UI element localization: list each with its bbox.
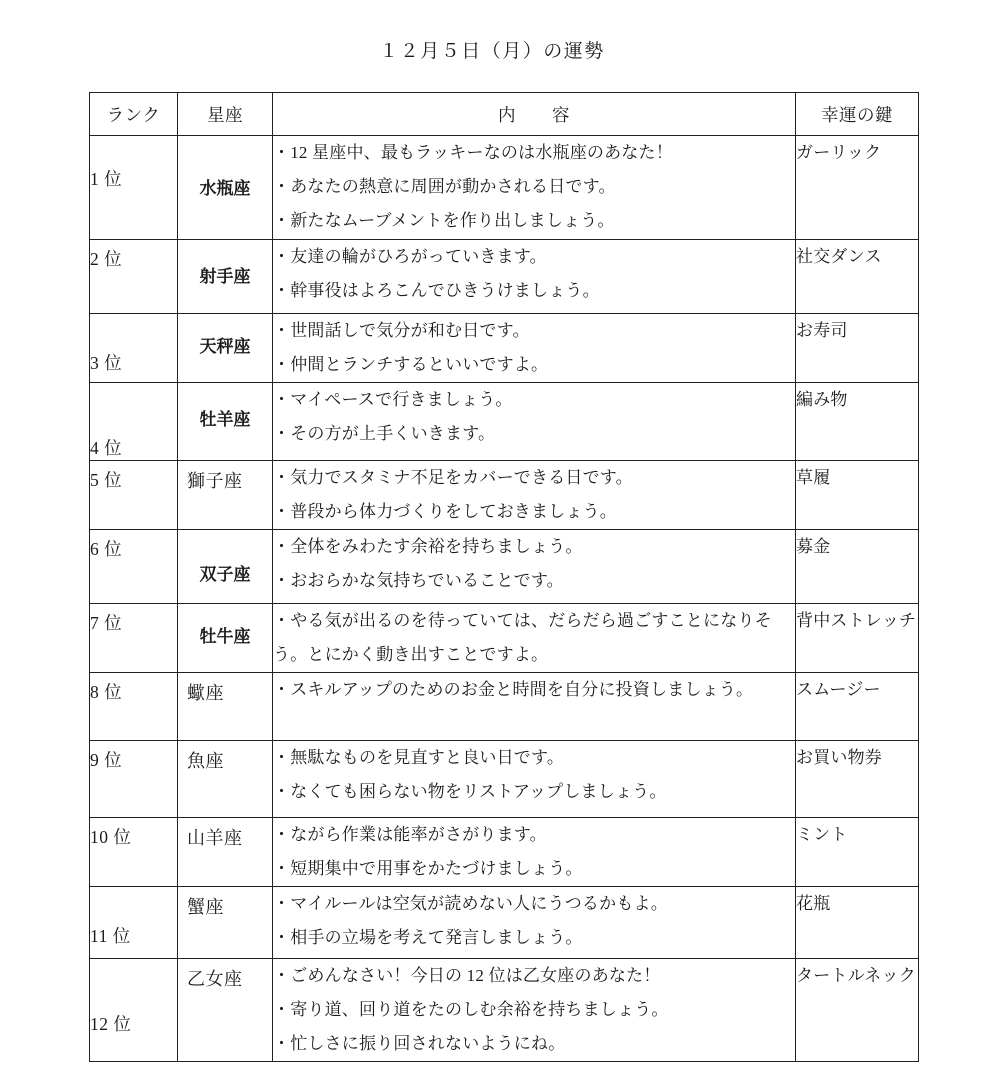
lucky-key-cell: 草履 [796,461,919,530]
lucky-key-cell: 社交ダンス [796,240,919,314]
lucky-key-cell: 編み物 [796,383,919,461]
rank-label: 6 位 [90,539,123,559]
zodiac-sign-cell [178,604,273,673]
lucky-key-cell: ミント [796,818,919,887]
zodiac-sign-label: 射手座 [199,267,251,287]
zodiac-sign-cell [178,818,273,887]
rank-cell [90,741,178,818]
table-row [90,136,919,240]
content-cell [273,887,796,959]
zodiac-sign-cell [178,314,273,383]
content-line: ・やる気が出るのを待っていては、だらだら過ごすことになりそう。とにかく動き出すことですよ。 [273,611,772,664]
lucky-key-cell: 背中ストレッチ [796,604,919,673]
rank-label: 11 位 [90,926,131,946]
content-line: ・幹事役はよろこんでひきうけましょう。 [273,281,600,300]
rank-cell [90,887,178,959]
table-row [90,240,919,314]
column-header-lucky-key: 幸運の鍵 [796,93,919,136]
content-line: ・新たなムーブメントを作り出しましょう。 [273,211,615,230]
zodiac-sign-cell [178,383,273,461]
lucky-key-cell: 花瓶 [796,887,919,959]
content-cell [273,314,796,383]
zodiac-sign-cell [178,959,273,1062]
zodiac-sign-label: 魚座 [187,751,224,771]
zodiac-sign-cell [178,530,273,604]
content-line: ・友達の輪がひろがっていきます。 [273,247,547,266]
lucky-key-cell: お寿司 [796,314,919,383]
content-line: ・マイルールは空気が読めない人にうつるかもよ。 [273,894,668,913]
rank-cell [90,136,178,240]
page-title: １２月５日（月）の運勢 [379,41,605,62]
content-cell [273,741,796,818]
table-row [90,604,919,673]
content-cell [273,673,796,741]
lucky-key-cell: タートルネック [796,959,919,1062]
lucky-key-cell: ガーリック [796,136,919,240]
rank-label: 12 位 [90,1014,132,1034]
content-line: ・全体をみわたす余裕を持ちましょう。 [273,537,583,556]
rank-cell [90,604,178,673]
rank-cell [90,530,178,604]
zodiac-sign-label: 牡羊座 [199,410,251,430]
table-body [90,136,919,1062]
content-cell [273,818,796,887]
zodiac-sign-cell [178,741,273,818]
content-cell [273,240,796,314]
content-line: ・おおらかな気持ちでいることです。 [273,571,564,590]
content-line: ・普段から体力づくりをしておきましょう。 [273,502,617,521]
zodiac-sign-label: 乙女座 [187,969,243,989]
zodiac-sign-label: 水瓶座 [199,179,251,199]
rank-label: 5 位 [90,470,123,490]
content-cell [273,383,796,461]
lucky-key-cell: スムージー [796,673,919,741]
zodiac-sign-label: 双子座 [199,565,251,585]
rank-label: 9 位 [90,750,123,770]
zodiac-sign-cell [178,673,273,741]
table-row [90,530,919,604]
content-line: ・忙しさに振り回されないようにね。 [273,1034,566,1053]
zodiac-sign-label: 蠍座 [187,683,224,703]
content-line: ・相手の立場を考えて発言しましょう。 [273,928,583,947]
content-line: ・短期集中で用事をかたづけましょう。 [273,859,583,878]
content-line: ・スキルアップのためのお金と時間を自分に投資しましょう。 [273,680,754,699]
rank-label: 1 位 [90,169,123,189]
content-line: ・その方が上手くいきます。 [273,424,496,443]
rank-label: 7 位 [90,613,123,633]
zodiac-sign-label: 天秤座 [199,337,251,357]
content-line: ・気力でスタミナ不足をカバーできる日です。 [273,468,633,487]
content-line: ・無駄なものを見直すと良い日です。 [273,748,565,767]
rank-label: 4 位 [90,438,123,458]
rank-label: 10 位 [90,827,132,847]
rank-cell [90,461,178,530]
content-cell [273,604,796,673]
table-row [90,673,919,741]
zodiac-sign-label: 蟹座 [187,897,224,917]
zodiac-sign-cell [178,240,273,314]
lucky-key-cell: お買い物券 [796,741,919,818]
content-line: ・あなたの熱意に周囲が動かされる日です。 [273,177,616,196]
zodiac-sign-cell [178,461,273,530]
zodiac-sign-cell [178,887,273,959]
content-line: ・世間話しで気分が和む日です。 [273,321,530,340]
content-line: ・仲間とランチするといいですよ。 [273,355,549,374]
content-line: ・なくても困らない物をリストアップしましょう。 [273,782,667,801]
zodiac-sign-cell [178,136,273,240]
rank-cell [90,818,178,887]
zodiac-sign-label: 山羊座 [187,828,243,848]
content-line: ・ごめんなさい！今日の 12 位は乙女座のあなた！ [273,966,661,985]
lucky-key-cell: 募金 [796,530,919,604]
rank-label: 2 位 [90,249,123,269]
column-header-sign: 星座 [178,93,273,136]
table-row [90,887,919,959]
table-row [90,314,919,383]
content-line: ・12 星座中、最もラッキーなのは水瓶座のあなた！ [273,143,673,162]
content-cell [273,136,796,240]
zodiac-sign-label: 牡牛座 [199,627,251,647]
table-row [90,741,919,818]
content-line: ・マイペースで行きましょう。 [273,390,513,409]
rank-cell [90,673,178,741]
table-header-row [90,93,919,136]
rank-label: 8 位 [90,682,123,702]
zodiac-sign-label: 獅子座 [187,471,243,491]
content-line: ・ながら作業は能率がさがります。 [273,825,547,844]
rank-cell [90,314,178,383]
column-header-content: 内 容 [273,93,796,136]
content-cell [273,959,796,1062]
rank-cell [90,959,178,1062]
content-cell [273,530,796,604]
rank-cell [90,383,178,461]
content-cell [273,461,796,530]
table-row [90,959,919,1062]
table-row [90,461,919,530]
table-row [90,818,919,887]
rank-label: 3 位 [90,353,123,373]
column-header-rank: ランク [90,93,178,136]
table-row [90,383,919,461]
rank-cell [90,240,178,314]
content-line: ・寄り道、回り道をたのしむ余裕を持ちましょう。 [273,1000,669,1019]
horoscope-table [89,92,919,1062]
